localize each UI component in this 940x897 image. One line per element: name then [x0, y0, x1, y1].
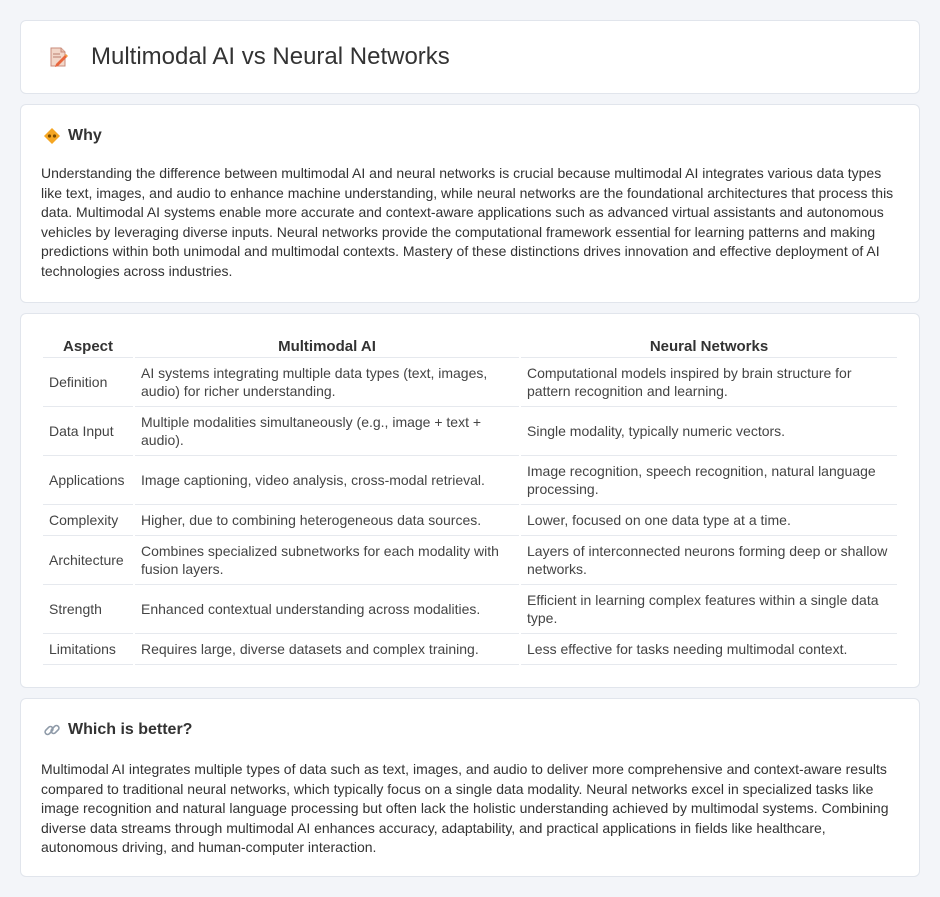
- cell-neural: Single modality, typically numeric vectors.: [521, 407, 897, 456]
- cell-aspect: Applications: [43, 456, 133, 505]
- link-icon: [43, 721, 61, 739]
- cell-aspect: Limitations: [43, 634, 133, 665]
- header-multimodal-ai: Multimodal AI: [135, 336, 519, 358]
- title-card: [20, 20, 920, 94]
- header-neural-networks: Neural Networks: [521, 336, 897, 358]
- cell-multimodal: Combines specialized subnetworks for each modality with fusion layers.: [135, 536, 519, 585]
- why-card: [20, 104, 920, 303]
- which-better-paragraph: Multimodal AI integrates multiple types of data such as text, images, and audio to deliver more comprehensive and context-aware results compared to traditional neural networks, which typically focus on a single data modality. Neural networks excel in specialized tasks like image recognition and natural language processing but often lack the holistic understanding achieved by multimodal systems. Combining diverse data streams through multimodal AI enhances accuracy, adaptability, and practical applications in fields like healthcare, autonomous driving, and human-computer interaction.: [41, 761, 889, 856]
- table-row: [43, 536, 897, 585]
- cell-aspect: Complexity: [43, 505, 133, 536]
- cell-multimodal: Higher, due to combining heterogeneous data sources.: [135, 505, 519, 536]
- table-header-row: [43, 336, 897, 358]
- table-row: [43, 585, 897, 634]
- cell-aspect: Architecture: [43, 536, 133, 585]
- cell-neural: Image recognition, speech recognition, natural language processing.: [521, 456, 897, 505]
- header-aspect: Aspect: [43, 336, 133, 358]
- page-title: Multimodal AI vs Neural Networks: [91, 43, 450, 70]
- comparison-table-card: [20, 313, 920, 688]
- which-better-title: Which is better?: [68, 721, 193, 738]
- why-title: Why: [68, 127, 102, 144]
- why-heading: [43, 127, 102, 145]
- table-row: [43, 407, 897, 456]
- cell-multimodal: Requires large, diverse datasets and complex training.: [135, 634, 519, 665]
- which-better-heading: [43, 721, 192, 739]
- cell-multimodal: Multiple modalities simultaneously (e.g., image + text + audio).: [135, 407, 519, 456]
- cell-multimodal: AI systems integrating multiple data types (text, images, audio) for richer understanding.: [135, 358, 519, 407]
- which-better-card: [20, 698, 920, 877]
- cell-neural: Lower, focused on one data type at a time.: [521, 505, 897, 536]
- document-pen-icon: [47, 46, 69, 68]
- cell-neural: Efficient in learning complex features within a single data type.: [521, 585, 897, 634]
- cell-aspect: Data Input: [43, 407, 133, 456]
- cell-aspect: Strength: [43, 585, 133, 634]
- why-paragraph: Understanding the difference between multimodal AI and neural networks is crucial because multimodal AI integrates various data types like text, images, and audio to enhance machine understanding, while neural networks are the foundational architectures that process this data. Multimodal AI systems enable more accurate and context-aware applications such as advanced virtual assistants and autonomous vehicles by leveraging diverse inputs. Neural networks provide the computational framework essential for learning patterns and making predictions within both unimodal and multimodal contexts. Mastery of these distinctions drives innovation and effective deployment of AI technologies across industries.: [41, 165, 894, 279]
- table-row: [43, 456, 897, 505]
- cell-neural: Less effective for tasks needing multimodal context.: [521, 634, 897, 665]
- cell-aspect: Definition: [43, 358, 133, 407]
- cell-neural: Layers of interconnected neurons forming deep or shallow networks.: [521, 536, 897, 585]
- diamond-warning-icon: [43, 127, 61, 145]
- comparison-table: [41, 336, 899, 665]
- cell-neural: Computational models inspired by brain structure for pattern recognition and learning.: [521, 358, 897, 407]
- table-row: [43, 505, 897, 536]
- table-row: [43, 358, 897, 407]
- cell-multimodal: Enhanced contextual understanding across modalities.: [135, 585, 519, 634]
- cell-multimodal: Image captioning, video analysis, cross-modal retrieval.: [135, 456, 519, 505]
- table-row: [43, 634, 897, 665]
